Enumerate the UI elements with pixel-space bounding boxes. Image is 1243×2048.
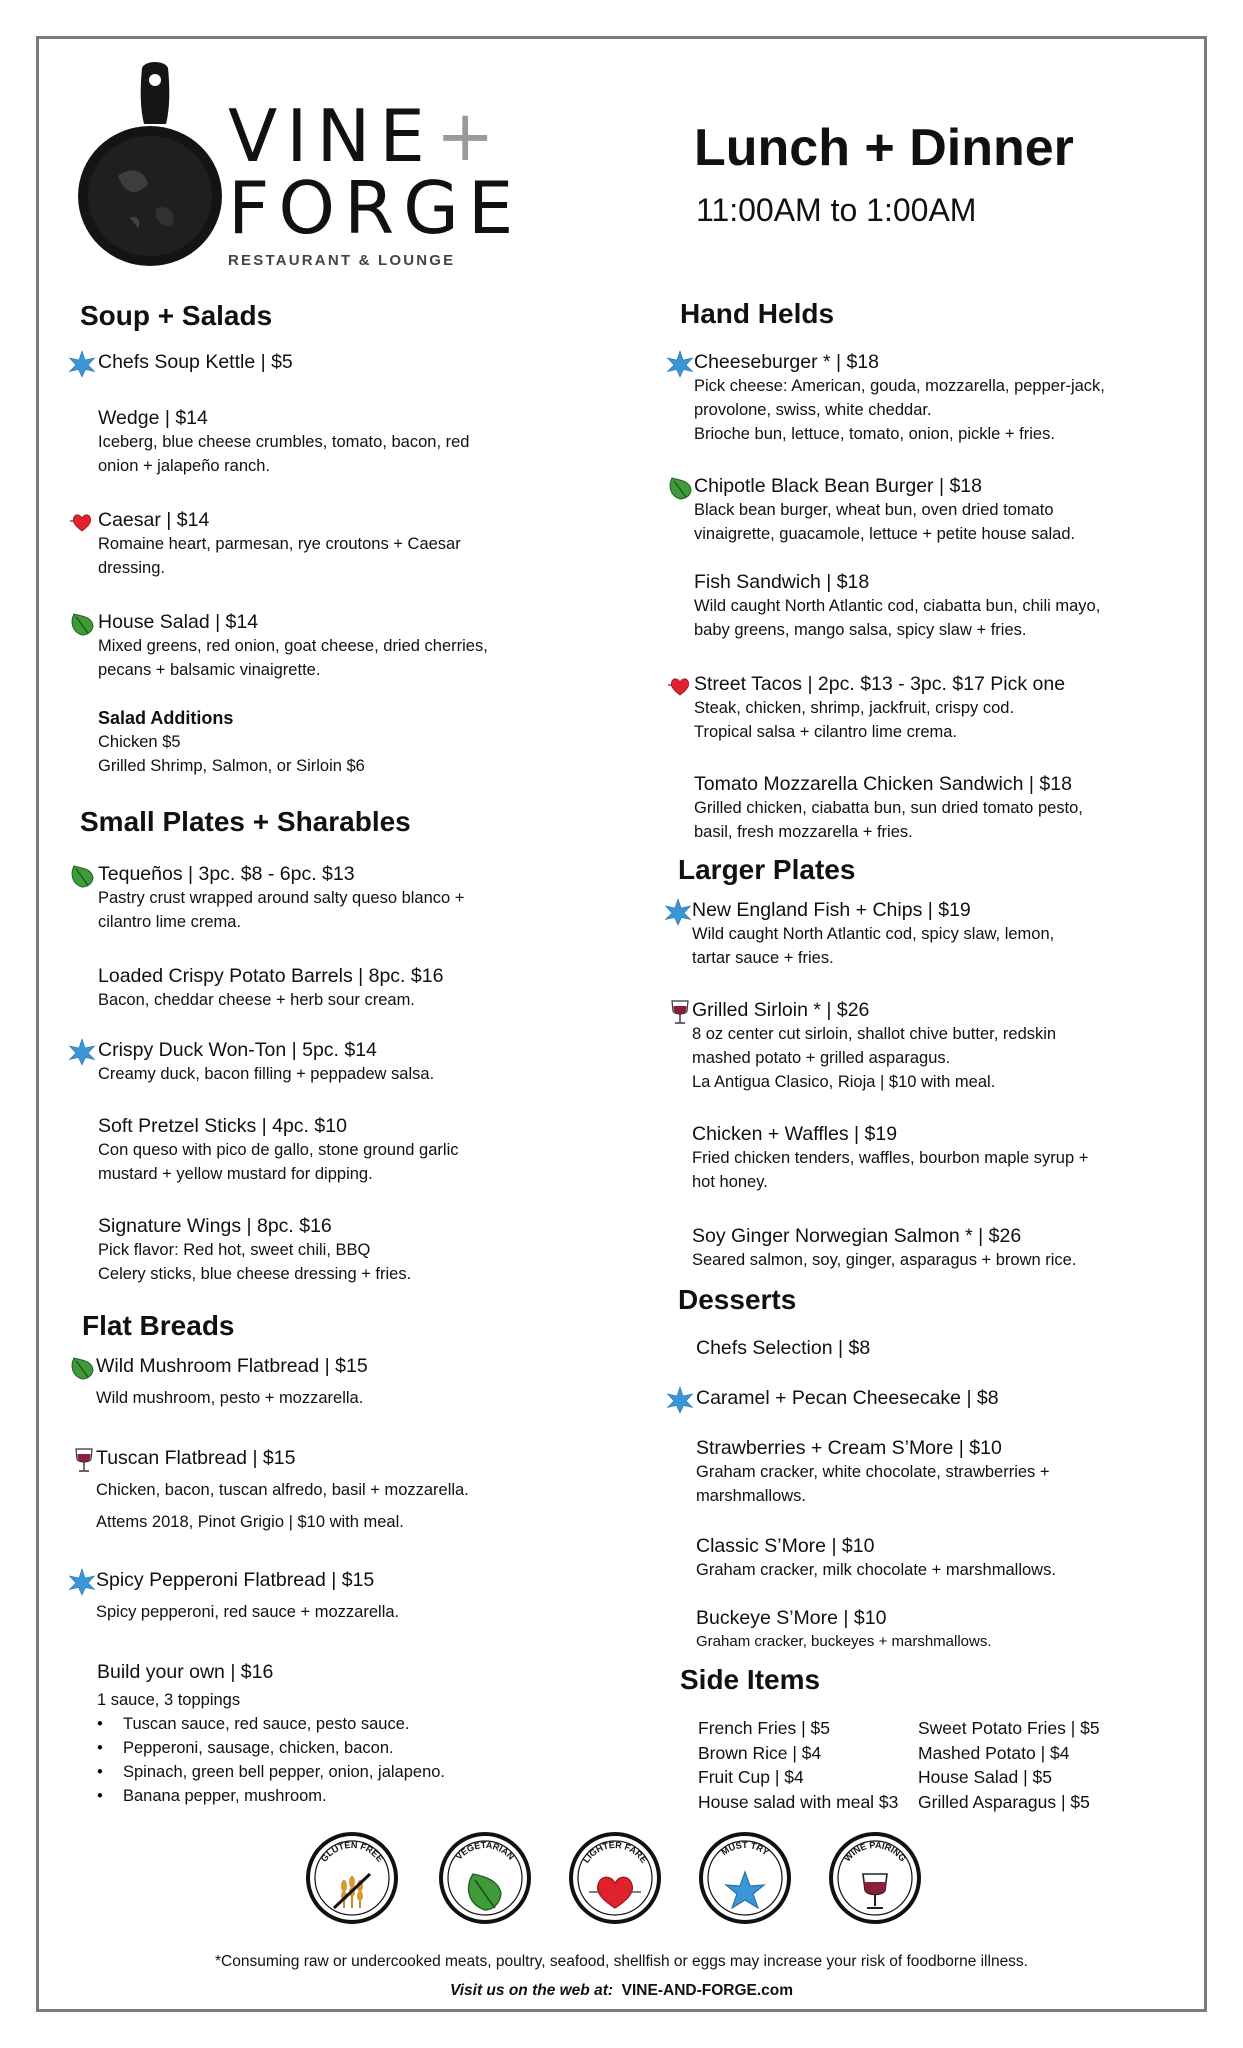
item-desc: Graham cracker, buckeyes + marshmallows. xyxy=(696,1633,992,1650)
item-name: Fish Sandwich | $18 xyxy=(694,571,870,593)
badge-label: VEGETARIAN xyxy=(453,1839,517,1862)
item-desc: Tropical salsa + cilantro lime crema. xyxy=(694,723,958,741)
side-item: Mashed Potato | $4 xyxy=(918,1742,1070,1763)
website-line xyxy=(0,1982,1243,2000)
item-desc: Graham cracker, milk chocolate + marshmallows. xyxy=(696,1561,1056,1579)
menu-item xyxy=(694,350,1105,446)
item-name: Chefs Selection | $8 xyxy=(696,1337,871,1359)
menu-item xyxy=(694,570,1100,642)
item-desc: 1 sauce, 3 toppings xyxy=(97,1691,241,1709)
star-icon xyxy=(666,1386,694,1414)
menu-item xyxy=(692,898,1054,970)
item-name: Strawberries + Cream S’More | $10 xyxy=(696,1437,1002,1459)
item-desc: Brioche bun, lettuce, tomato, onion, pickle + fries. xyxy=(694,425,1055,443)
menu-item xyxy=(98,1038,434,1086)
item-desc: tartar sauce + fries. xyxy=(692,949,834,967)
brand-wordmark xyxy=(228,94,523,269)
item-desc: Celery sticks, blue cheese dressing + fries. xyxy=(98,1265,412,1283)
item-desc: La Antigua Clasico, Rioja | $10 with meal. xyxy=(692,1073,996,1091)
item-desc: Grilled chicken, ciabatta bun, sun dried tomato pesto, xyxy=(694,799,1083,817)
menu-item xyxy=(98,1214,411,1286)
item-name: Wedge | $14 xyxy=(98,407,208,429)
side-items-left xyxy=(698,1716,898,1814)
item-desc: Spicy pepperoni, red sauce + mozzarella. xyxy=(96,1603,400,1621)
item-desc: Black bean burger, wheat bun, oven dried tomato xyxy=(694,501,1054,519)
item-desc: Con queso with pico de gallo, stone ground garlic xyxy=(98,1141,459,1159)
brand-subtitle: RESTAURANT & LOUNGE xyxy=(228,252,456,269)
wine-pairing-badge xyxy=(827,1830,923,1926)
menu-item xyxy=(96,1446,469,1534)
star-icon xyxy=(68,1568,96,1596)
item-desc: Pick flavor: Red hot, sweet chili, BBQ xyxy=(98,1241,371,1259)
section-title-desserts: Desserts xyxy=(678,1284,797,1315)
brand-vine: VINE xyxy=(228,94,434,178)
side-item: Sweet Potato Fries | $5 xyxy=(918,1718,1100,1738)
item-desc: Pick cheese: American, gouda, mozzarella, pepper-jack, xyxy=(694,377,1105,395)
section-title-larger-plates: Larger Plates xyxy=(678,854,856,885)
item-desc: Fried chicken tenders, waffles, bourbon maple syrup + xyxy=(692,1149,1089,1167)
item-desc: vinaigrette, guacamole, lettuce + petite house salad. xyxy=(694,525,1076,543)
item-name: Chicken + Waffles | $19 xyxy=(692,1123,898,1145)
item-name: Wild Mushroom Flatbread | $15 xyxy=(96,1355,368,1377)
side-item: House salad with meal $3 xyxy=(698,1791,899,1812)
item-desc: basil, fresh mozzarella + fries. xyxy=(694,823,913,841)
item-name: Street Tacos | 2pc. $13 - 3pc. $17 Pick one xyxy=(694,673,1066,695)
menu-item xyxy=(96,1354,368,1410)
item-desc: Bacon, cheddar cheese + herb sour cream. xyxy=(98,991,415,1009)
bullet-text: Tuscan sauce, red sauce, pesto sauce. xyxy=(123,1715,410,1733)
star-icon xyxy=(666,350,694,378)
hours: 11:00AM to 1:00AM xyxy=(696,192,977,228)
lighter-fare-badge xyxy=(567,1830,663,1926)
menu-item xyxy=(98,706,365,778)
wine-icon xyxy=(70,1446,98,1474)
bullet-text: Spinach, green bell pepper, onion, jalapeno. xyxy=(123,1763,445,1781)
item-name: House Salad | $14 xyxy=(98,611,259,633)
badge-label: LIGHTER FARE xyxy=(580,1839,650,1865)
item-name: Soy Ginger Norwegian Salmon * | $26 xyxy=(692,1225,1022,1247)
item-name: Chipotle Black Bean Burger | $18 xyxy=(694,475,982,497)
item-desc: marshmallows. xyxy=(696,1487,807,1505)
gluten-free-badge xyxy=(304,1830,400,1926)
item-name: Crispy Duck Won-Ton | 5pc. $14 xyxy=(98,1039,377,1061)
bullet-item: • Pepperoni, sausage, chicken, bacon. xyxy=(97,1739,394,1757)
item-desc: Wild caught North Atlantic cod, ciabatta bun, chili mayo, xyxy=(694,597,1101,615)
item-desc: Creamy duck, bacon filling + peppadew salsa. xyxy=(98,1065,435,1083)
menu-item xyxy=(696,1336,870,1360)
item-name: New England Fish + Chips | $19 xyxy=(692,899,971,921)
item-desc: Pastry crust wrapped around salty queso blanco + xyxy=(98,889,465,907)
item-name: Salad Additions xyxy=(98,708,234,728)
star-icon xyxy=(68,1038,96,1066)
section-title-flat-breads: Flat Breads xyxy=(82,1310,235,1341)
menu-item xyxy=(696,1534,1056,1582)
item-name: Buckeye S’More | $10 xyxy=(696,1607,887,1629)
item-name: Tequeños | 3pc. $8 - 6pc. $13 xyxy=(98,863,355,885)
leaf-icon xyxy=(68,610,96,638)
item-desc: Wild caught North Atlantic cod, spicy slaw, lemon, xyxy=(692,925,1055,943)
bullet-item: • Spinach, green bell pepper, onion, jalapeno. xyxy=(97,1763,445,1781)
skillet-logo-icon xyxy=(70,58,230,268)
item-desc: Graham cracker, white chocolate, strawberries + xyxy=(696,1463,1050,1481)
side-items-right xyxy=(918,1716,1100,1814)
star-icon xyxy=(68,350,96,378)
menu-item xyxy=(98,406,469,478)
menu-item xyxy=(692,1224,1076,1272)
item-desc: cilantro lime crema. xyxy=(98,913,242,931)
leaf-icon xyxy=(68,1354,96,1382)
side-item: Brown Rice | $4 xyxy=(698,1742,822,1763)
item-desc: Iceberg, blue cheese crumbles, tomato, bacon, red xyxy=(98,433,470,451)
item-name: Caesar | $14 xyxy=(98,509,210,531)
item-desc: Mixed greens, red onion, goat cheese, dried cherries, xyxy=(98,637,488,655)
badge-label: WINE PAIRING xyxy=(842,1839,908,1864)
section-title-hand-helds: Hand Helds xyxy=(680,298,835,329)
bullet-item: • Tuscan sauce, red sauce, pesto sauce. xyxy=(97,1715,410,1733)
bullet-text: Banana pepper, mushroom. xyxy=(123,1787,327,1805)
item-desc: Attems 2018, Pinot Grigio | $10 with meal. xyxy=(96,1513,404,1531)
item-desc: baby greens, mango salsa, spicy slaw + fries. xyxy=(694,621,1027,639)
menu-item xyxy=(98,508,461,580)
item-name: Caramel + Pecan Cheesecake | $8 xyxy=(696,1387,999,1409)
item-desc: mustard + yellow mustard for dipping. xyxy=(98,1165,373,1183)
item-name: Build your own | $16 xyxy=(97,1661,274,1683)
side-item: Fruit Cup | $4 xyxy=(698,1767,804,1787)
website-link[interactable]: VINE-AND-FORGE.com xyxy=(621,1982,794,1999)
menu-item xyxy=(692,1122,1088,1194)
star-icon xyxy=(664,898,692,926)
bullet-text: Pepperoni, sausage, chicken, bacon. xyxy=(123,1739,394,1757)
side-item: House Salad | $5 xyxy=(918,1767,1052,1787)
item-desc: Chicken $5 xyxy=(98,733,181,751)
item-name: Tomato Mozzarella Chicken Sandwich | $18 xyxy=(694,773,1072,795)
menu-item xyxy=(692,998,1056,1094)
menu-item xyxy=(98,350,293,374)
item-desc: Romaine heart, parmesan, rye croutons + Caesar xyxy=(98,535,461,553)
wine-icon xyxy=(666,998,694,1026)
item-desc: Seared salmon, soy, ginger, asparagus + brown rice. xyxy=(692,1251,1077,1269)
heart-icon xyxy=(666,672,694,700)
menu-item xyxy=(696,1436,1050,1508)
item-name: Spicy Pepperoni Flatbread | $15 xyxy=(96,1569,375,1591)
badge-label: MUST TRY xyxy=(719,1839,771,1858)
leaf-icon xyxy=(666,474,694,502)
item-name: Tuscan Flatbread | $15 xyxy=(96,1447,296,1469)
item-desc: Wild mushroom, pesto + mozzarella. xyxy=(96,1389,364,1407)
item-name: Grilled Sirloin * | $26 xyxy=(692,999,870,1021)
menu-item xyxy=(98,964,443,1012)
item-desc: mashed potato + grilled asparagus. xyxy=(692,1049,951,1067)
item-name: Chefs Soup Kettle | $5 xyxy=(98,351,293,373)
item-name: Cheeseburger * | $18 xyxy=(694,351,880,373)
leaf-icon xyxy=(68,862,96,890)
website-lead: Visit us on the web at: xyxy=(449,1982,614,1999)
menu-item xyxy=(98,610,488,682)
menu-item xyxy=(696,1606,992,1654)
must-try-badge xyxy=(697,1830,793,1926)
brand-forge: FORGE xyxy=(228,166,523,250)
item-desc: 8 oz center cut sirloin, shallot chive butter, redskin xyxy=(692,1025,1057,1043)
menu-item xyxy=(96,1568,399,1624)
vegetarian-badge xyxy=(437,1830,533,1926)
menu-item xyxy=(694,772,1083,844)
disclaimer: *Consuming raw or undercooked meats, poultry, seafood, shellfish or eggs may increase your risk of foodborne illness. xyxy=(214,1953,1028,1970)
item-name: Soft Pretzel Sticks | 4pc. $10 xyxy=(98,1115,347,1137)
menu-item xyxy=(694,672,1065,744)
item-desc: Steak, chicken, shrimp, jackfruit, crispy cod. xyxy=(694,699,1015,717)
item-desc: hot honey. xyxy=(692,1173,768,1191)
item-name: Classic S’More | $10 xyxy=(696,1535,875,1557)
menu-item xyxy=(696,1386,999,1410)
brand-plus: + xyxy=(435,95,495,177)
side-item: Grilled Asparagus | $5 xyxy=(918,1791,1090,1812)
menu-item xyxy=(694,474,1075,546)
item-desc: Chicken, bacon, tuscan alfredo, basil + mozzarella. xyxy=(96,1481,469,1499)
bullet-item: • Banana pepper, mushroom. xyxy=(97,1787,327,1805)
section-title-soup: Soup + Salads xyxy=(80,300,273,331)
item-name: Loaded Crispy Potato Barrels | 8pc. $16 xyxy=(98,965,444,987)
section-title-small-plates: Small Plates + Sharables xyxy=(80,806,411,837)
item-desc: onion + jalapeño ranch. xyxy=(98,457,271,475)
item-desc: provolone, swiss, white cheddar. xyxy=(694,401,932,419)
badge-label: GLUTEN FREE xyxy=(318,1839,386,1864)
side-item: French Fries | $5 xyxy=(698,1718,830,1738)
item-desc: pecans + balsamic vinaigrette. xyxy=(98,661,321,679)
menu-item xyxy=(98,1114,458,1186)
item-name: Signature Wings | 8pc. $16 xyxy=(98,1215,332,1237)
section-title-side-items: Side Items xyxy=(680,1664,821,1695)
heart-icon xyxy=(68,508,96,536)
page-title: Lunch + Dinner xyxy=(694,119,1074,177)
menu-item xyxy=(98,862,464,934)
item-desc: Grilled Shrimp, Salmon, or Sirloin $6 xyxy=(98,757,365,775)
item-desc: dressing. xyxy=(98,559,165,577)
menu-item xyxy=(97,1660,445,1808)
